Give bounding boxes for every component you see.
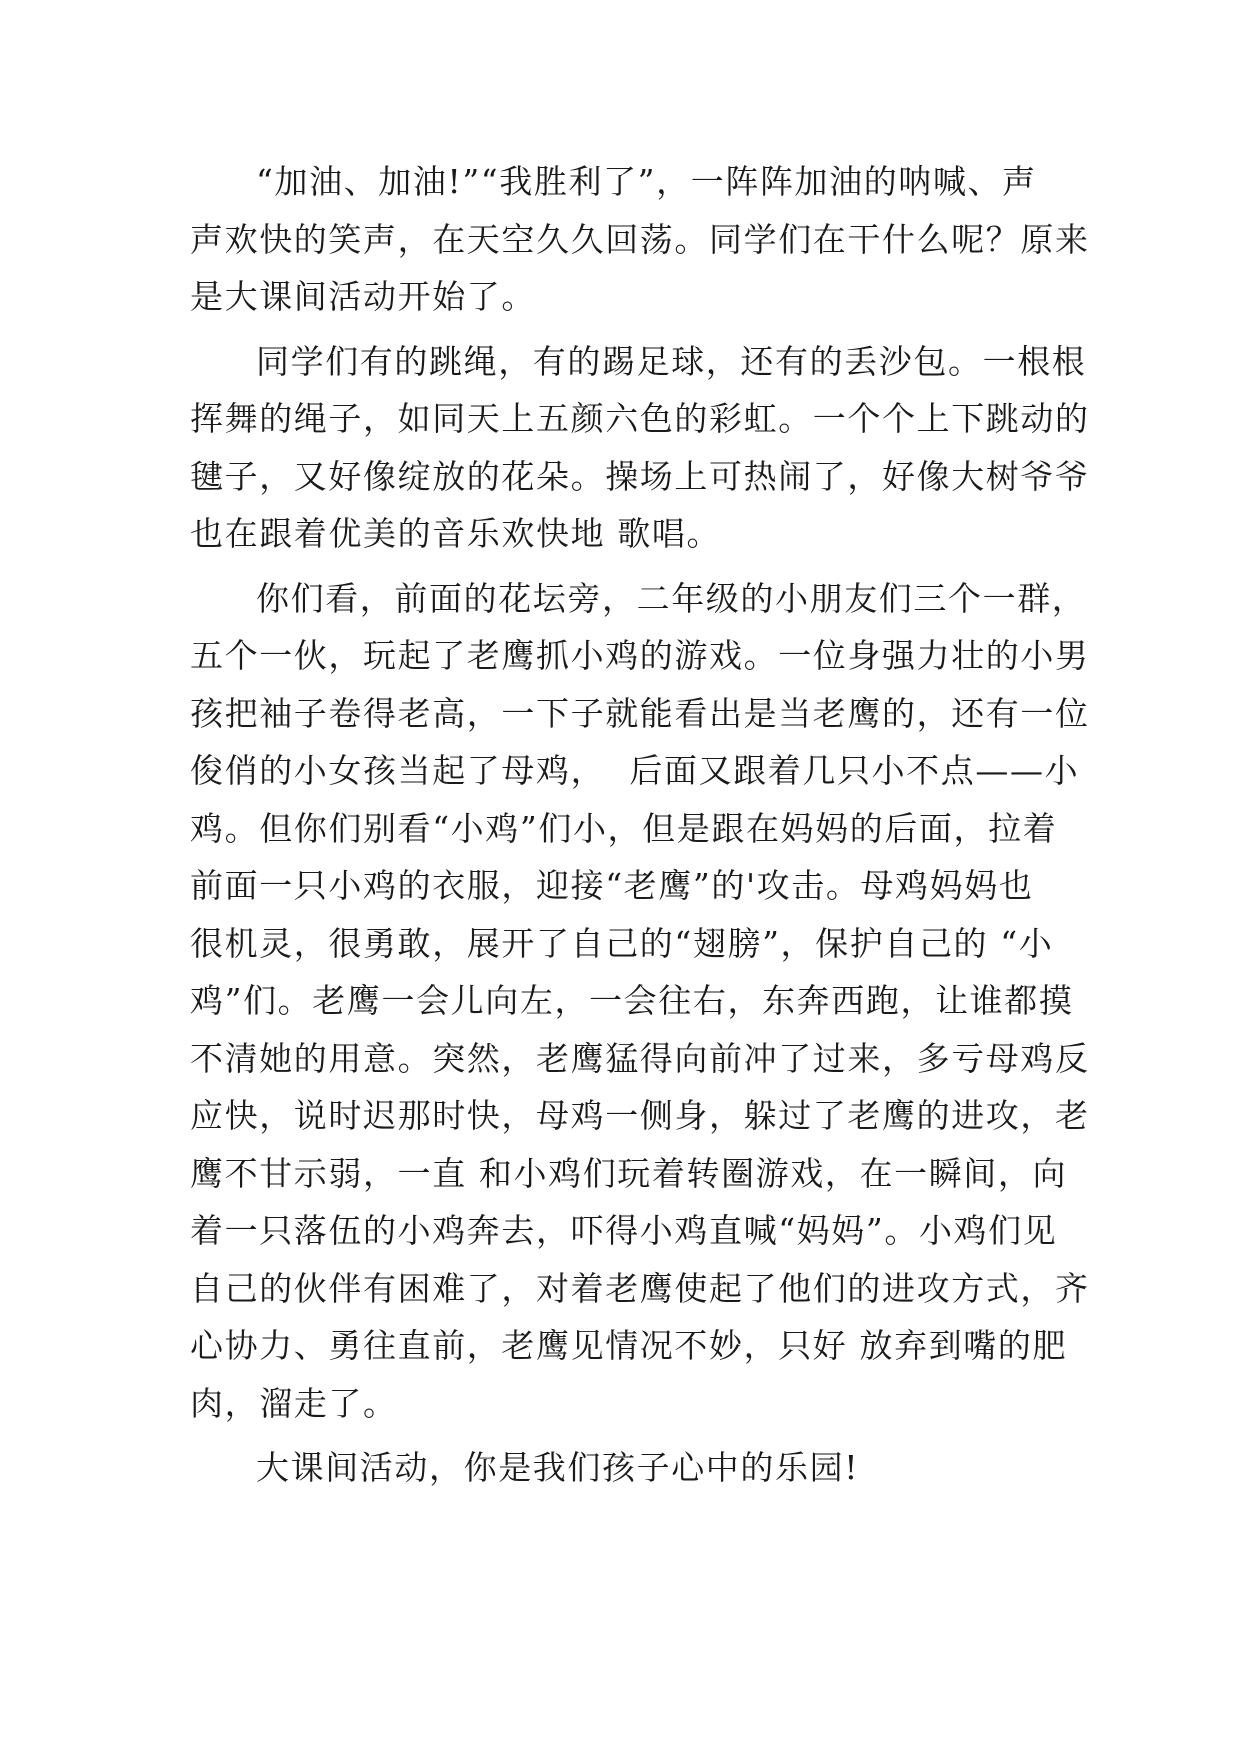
paragraph-4	[190, 1439, 1050, 1497]
text-line: 很机灵，很勇敢，展开了自己的“翅膀”，保护自己的 “小	[190, 923, 1054, 963]
text-line: 是大课间活动开始了。	[190, 277, 536, 316]
paragraph-3	[190, 570, 1090, 1433]
text-line: 鸡。但你们别看“小鸡”们小，但是跟在妈妈的后面，拉着	[190, 808, 1058, 848]
paragraph-2	[190, 333, 1090, 563]
text-line: 鸡”们。老鹰一会儿向左，一会往右，东奔西跑，让谁都摸	[190, 981, 1074, 1020]
text-line: “加油、加油!”“我胜利了”，一阵阵加油的呐喊、声	[256, 162, 1037, 201]
text-line: 自己的伙伴有困难了，对着老鹰使起了他们的进攻方式，齐	[190, 1268, 1090, 1308]
text-line: 也在跟着优美的音乐欢快地 歌唱。	[190, 514, 722, 553]
text-line: 声欢快的笑声，在天空久久回荡。同学们在干什么呢？原来	[190, 219, 1090, 259]
text-line: 鹰不甘示弱，一直 和小鸡们玩着转圈游戏，在一瞬间，向	[190, 1153, 1068, 1193]
text-line: 肉，溜走了。	[190, 1383, 398, 1423]
text-line: 挥舞的绳子，如同天上五颜六色的彩虹。一个个上下跳动的	[190, 399, 1090, 438]
text-line: 大课间活动，你是我们孩子心中的乐园!	[256, 1448, 860, 1487]
text-line: 心协力、勇往直前，老鹰见情况不妙，只好 放弃到嘴的肥	[190, 1326, 1068, 1365]
text-line: 应快，说时迟那时快，母鸡一侧身，躲过了老鹰的进攻，老	[190, 1096, 1090, 1135]
text-line: 五个一伙，玩起了老鹰抓小鸡的游戏。一位身强力壮的小男	[190, 636, 1090, 675]
text-line: 毽子，又好像绽放的花朵。操场上可热闹了，好像大树爷爷	[190, 456, 1090, 496]
paragraph-1	[190, 153, 1090, 326]
essay-body	[190, 153, 1090, 1504]
text-line: 同学们有的跳绳，有的踢足球，还有的丢沙包。一根根	[256, 341, 1087, 381]
text-line: 前面一只小鸡的衣服，迎接“老鹰”的'攻击。母鸡妈妈也	[190, 866, 1034, 905]
text-line: 着一只落伍的小鸡奔去，吓得小鸡直喊“妈妈”。小鸡们见	[190, 1211, 1058, 1250]
text-line: 你们看，前面的花坛旁，二年级的小朋友们三个一群，	[256, 578, 1087, 618]
text-line: 不清她的用意。突然，老鹰猛得向前冲了过来，多亏母鸡反	[190, 1038, 1090, 1078]
text-line: 孩把袖子卷得老高，一下子就能看出是当老鹰的，还有一位	[190, 693, 1090, 733]
text-line: 俊俏的小女孩当起了母鸡， 后面又跟着几只小不点——小	[190, 751, 1080, 790]
